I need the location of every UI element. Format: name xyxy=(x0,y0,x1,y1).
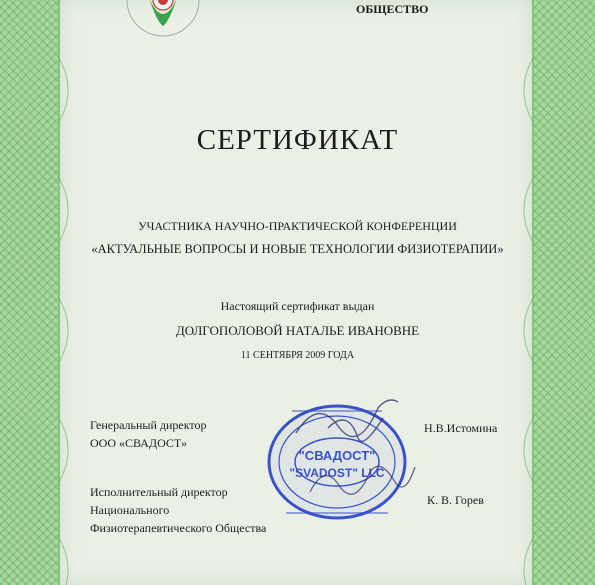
handwritten-signature-1 xyxy=(288,388,408,458)
signatory-title-line: ООО «СВАДОСТ» xyxy=(90,436,187,450)
signatory-executive-director xyxy=(90,483,266,537)
society-logo xyxy=(103,0,223,40)
issue-date: 11 СЕНТЯБРЯ 2009 ГОДА xyxy=(240,350,355,361)
signatory-name-gorev: К. В. Горев xyxy=(427,493,484,507)
conference-name: «АКТУАЛЬНЫЕ ВОПРОСЫ И НОВЫЕ ТЕХНОЛОГИИ ФИЗИОТЕРАПИИ» xyxy=(91,242,504,256)
recipient-name: ДОЛГОПОЛОВОЙ НАТАЛЬЕ ИВАНОВНЕ xyxy=(175,323,420,338)
society-label: ОБЩЕСТВО xyxy=(356,2,429,16)
certificate-title: СЕРТИФИКАТ xyxy=(196,124,399,156)
signatory-title-line: Национального xyxy=(90,503,170,517)
signatory-name-istomina: Н.В.Истомина xyxy=(424,421,498,435)
signatory-title-line: Физиотерапевтического Общества xyxy=(90,521,267,535)
signatory-title-line: Генеральный директор xyxy=(90,418,207,432)
stamp-line-2: "SVADOST" LLC xyxy=(289,466,385,480)
signatory-general-director xyxy=(90,416,207,452)
handwritten-signature-2 xyxy=(300,452,420,512)
participant-line: УЧАСТНИКА НАУЧНО-ПРАКТИЧЕСКОЙ КОНФЕРЕНЦИИ xyxy=(138,219,457,233)
stamp-line-1: "СВАДОСТ" xyxy=(298,448,376,463)
signatory-title-line: Исполнительный директор xyxy=(90,485,228,499)
issued-text: Настоящий сертификат выдан xyxy=(220,299,375,313)
